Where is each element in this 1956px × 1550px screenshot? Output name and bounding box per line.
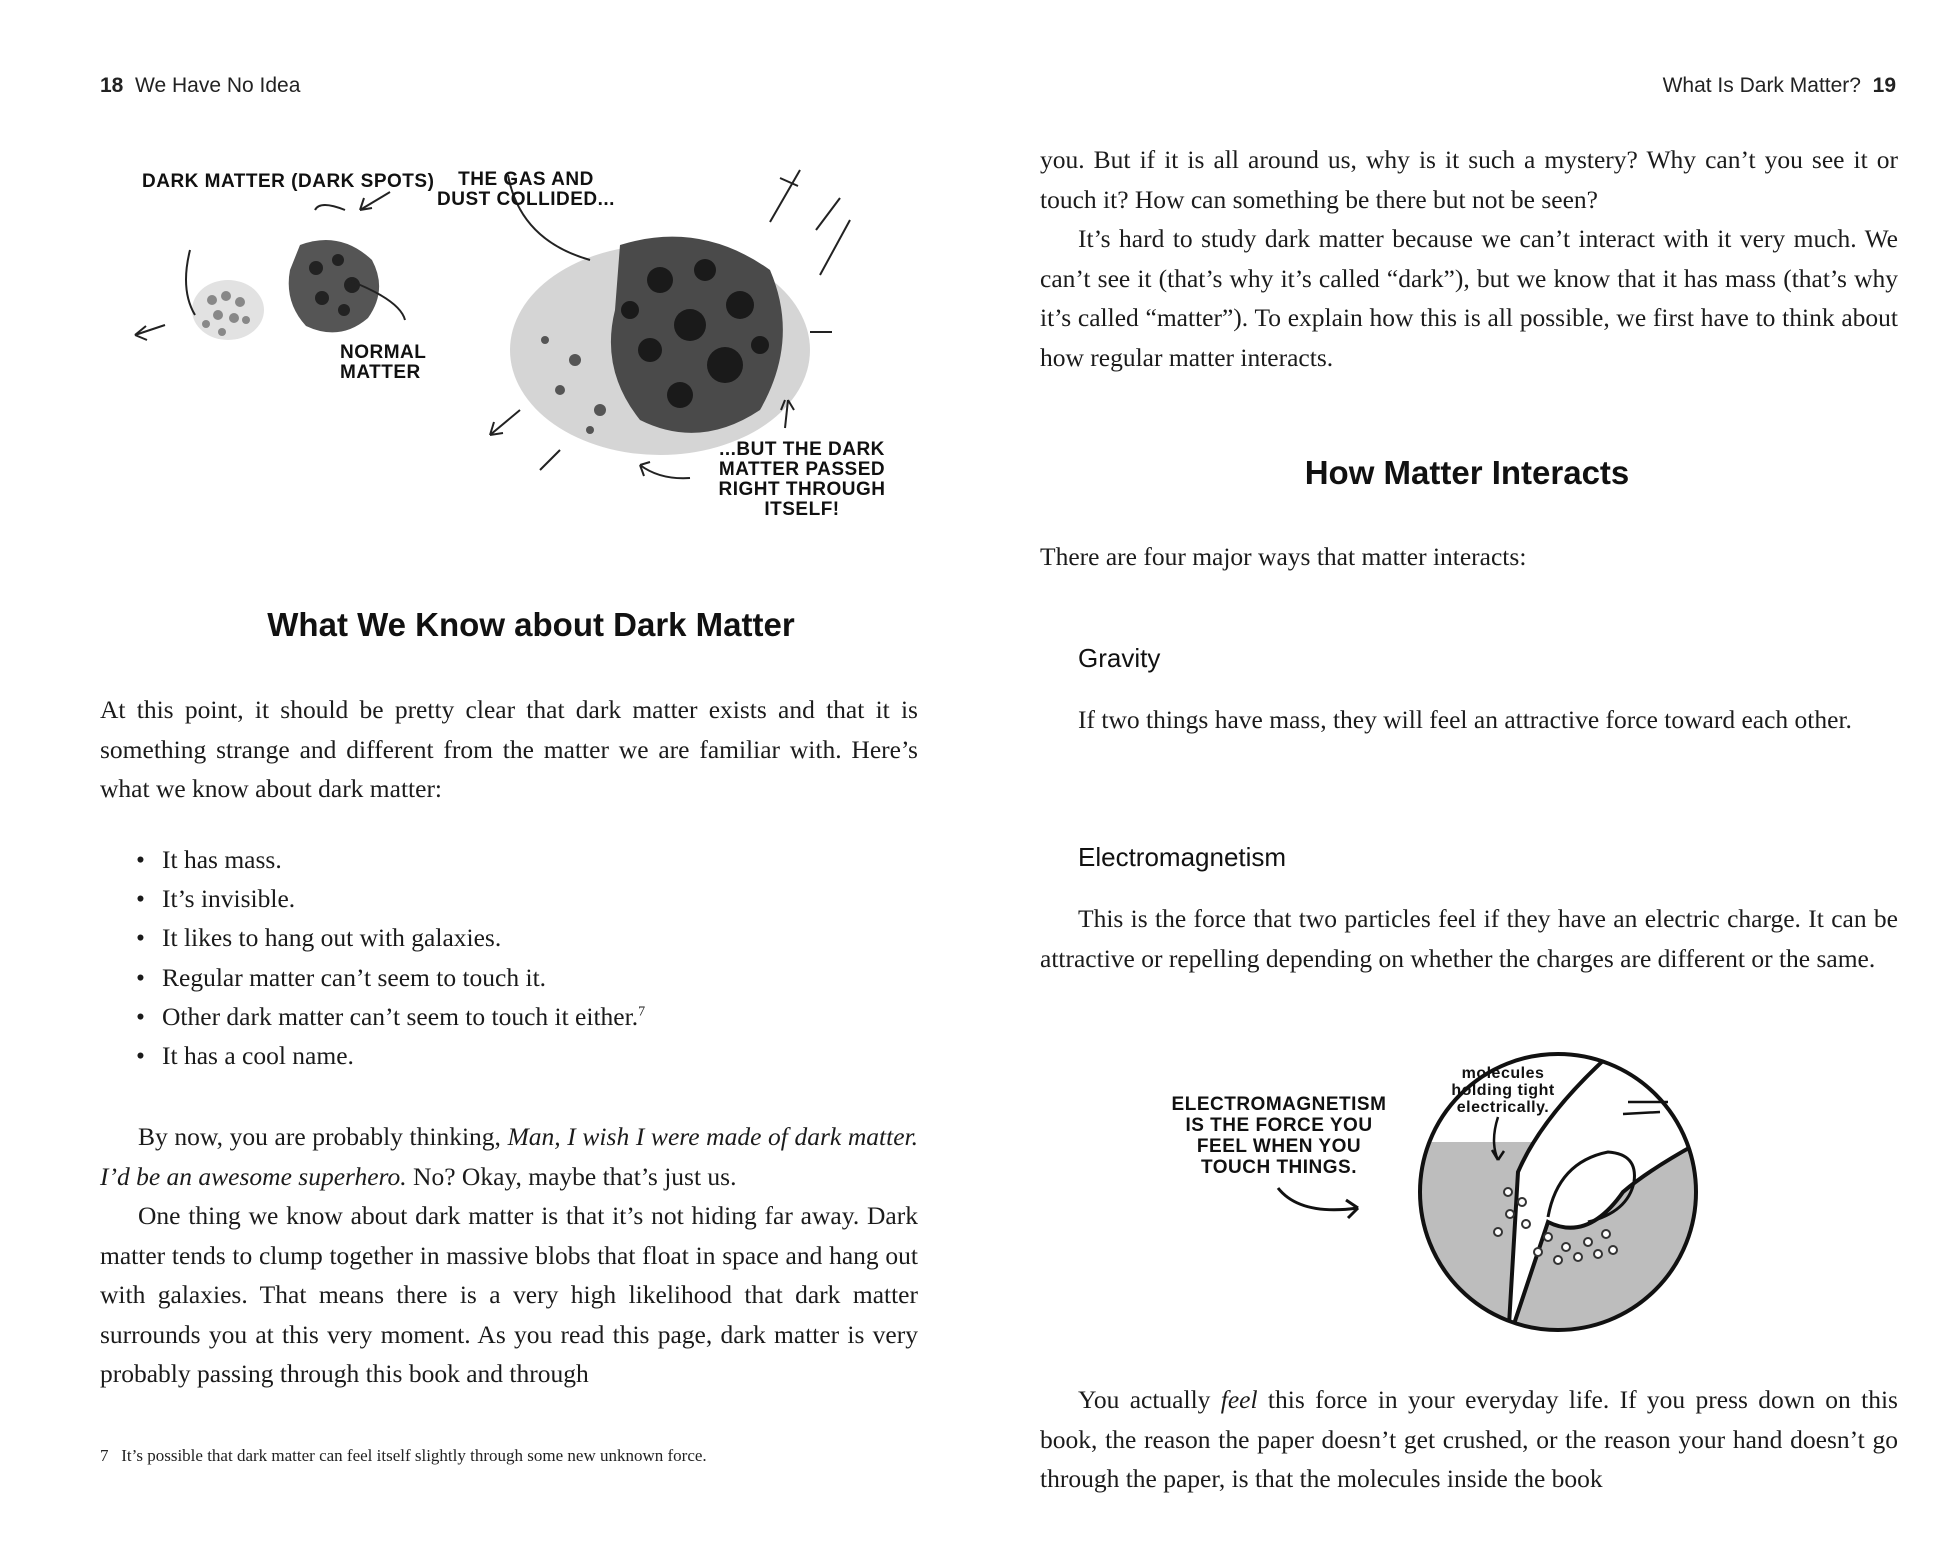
- dark-matter-clump: [289, 240, 379, 332]
- clumping-paragraph: One thing we know about dark matter is that it’s not hiding far away. Dark matter tends to clump together in massive blobs that float in space and hang out with galaxies. That means there is a very high likelihood that dark matter surrounds you at this very moment. As you read this page, dark matter is very probably passing through this book and through: [100, 1201, 918, 1388]
- right-page-number: 19: [1872, 74, 1896, 97]
- superhero-paragraph: By now, you are probably thinking, Man, I wish I were made of dark matter. I’d be an awesome superhero. No? Okay, maybe that’s just us.: [100, 1122, 918, 1191]
- electromagnetism-heading: Electromagnetism: [1078, 842, 1287, 872]
- left-intro-paragraph: [100, 690, 918, 809]
- list-item: • It likes to hang out with galaxies.: [136, 918, 645, 957]
- list-item: [136, 997, 645, 1036]
- list-item: • Regular matter can’t seem to touch it.: [136, 958, 645, 997]
- gravity-text: If two things have mass, they will feel an attractive force toward each other.: [1078, 705, 1852, 734]
- left-page-number: 18: [100, 74, 124, 97]
- gravity-heading: Gravity: [1078, 643, 1161, 673]
- footnote-number: 7: [100, 1446, 109, 1465]
- label-passed-through: ...BUT THE DARK MATTER PASSED RIGHT THROUGH ITSELF!: [718, 439, 886, 520]
- normal-matter-cloud: [192, 280, 264, 340]
- footnote-marker: 7: [638, 1004, 646, 1020]
- mystery-paragraph: you. But if it is all around us, why is it such a mystery? Why can’t you see it or touch it? How can something be there but not be seen?: [1040, 145, 1898, 214]
- study-paragraph: It’s hard to study dark matter because we can’t interact with it very much. We can’t see it (that’s why it’s called “dark”), but we know that it has mass (that’s why it’s called “matter”). To explain how this is all possible, we first have to think about how regular matter interacts.: [1040, 224, 1898, 372]
- interaction-intro: There are four major ways that matter interacts:: [1040, 542, 1527, 571]
- molecules-label: molecules holding tight electrically.: [1451, 1065, 1555, 1116]
- left-book-title: We Have No Idea: [135, 74, 301, 97]
- electromagnetism-text: This is the force that two particles feel if they have an electric charge. It can be attractive or repelling depending on whether the charges are different or the same.: [1040, 904, 1898, 973]
- dark-matter-facts-list: [136, 840, 645, 1075]
- list-item: • It’s invisible.: [136, 879, 645, 918]
- intro-text: At this point, it should be pretty clear that dark matter exists and that it is something strange and different from the matter we are familiar with. Here’s what we know about dark matter:: [100, 695, 918, 803]
- label-dark-matter: DARK MATTER (DARK SPOTS): [142, 171, 435, 192]
- right-running-head: [1663, 74, 1896, 98]
- caption-arrow: [1270, 1180, 1370, 1230]
- list-item: • It has mass.: [136, 840, 645, 879]
- electromagnetism-caption: ELECTROMAGNETISM IS THE FORCE YOU FEEL WHEN YOU TOUCH THINGS.: [1171, 1094, 1387, 1178]
- footnote: [100, 1446, 707, 1466]
- collision-cloud: [510, 237, 810, 455]
- list-item-text: Other dark matter can’t seem to touch it either.: [162, 1001, 639, 1031]
- label-gas-dust: THE GAS AND DUST COLLIDED...: [437, 169, 615, 210]
- left-running-head: [100, 74, 300, 98]
- list-item: • It has a cool name.: [136, 1036, 645, 1075]
- label-normal-matter: NORMAL MATTER: [340, 342, 427, 383]
- left-body-text: [100, 1117, 918, 1394]
- left-section-heading: What We Know about Dark Matter: [267, 606, 795, 643]
- right-page: [978, 0, 1956, 1550]
- right-top-text: [1040, 140, 1898, 377]
- footnote-text: It’s possible that dark matter can feel itself slightly through some new unknown force.: [121, 1446, 707, 1465]
- right-section-heading: How Matter Interacts: [1304, 454, 1630, 491]
- right-chapter-title: What Is Dark Matter?: [1662, 74, 1861, 97]
- everyday-force-paragraph: You actually feel this force in your everyday life. If you press down on this book, the reason the paper doesn’t get crushed, or the reason your hand doesn’t go through the paper, is that the molecules inside the book: [1040, 1385, 1898, 1493]
